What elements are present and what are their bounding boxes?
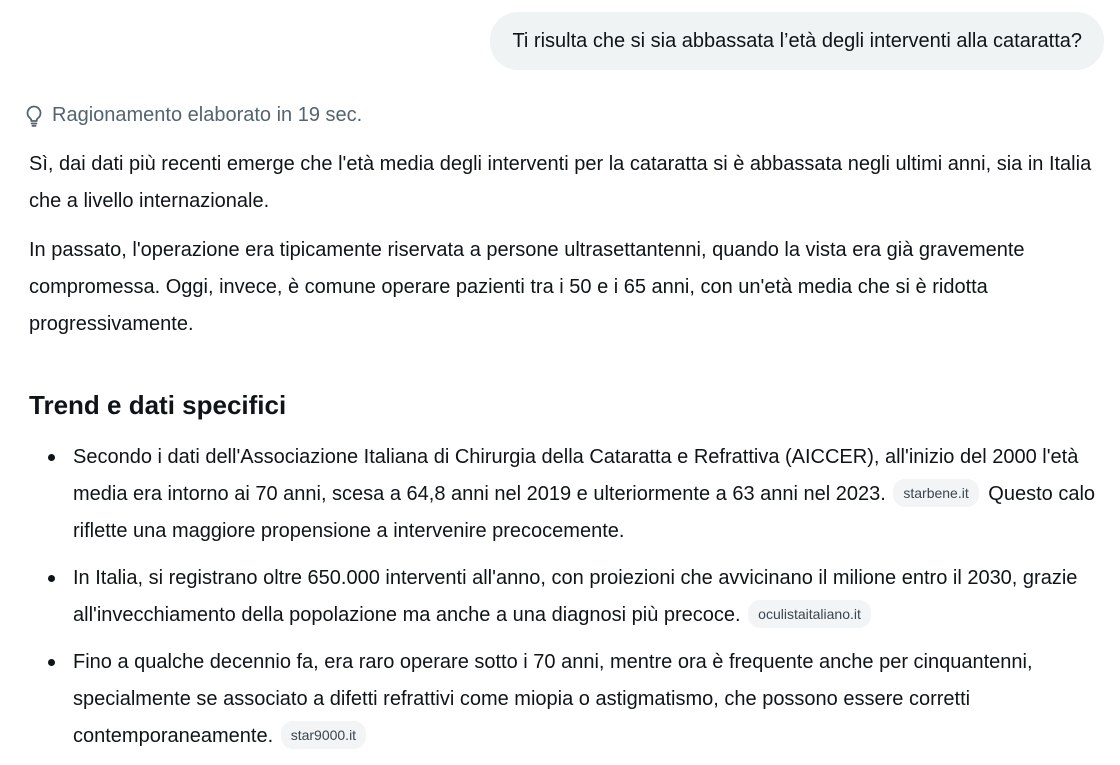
- source-chip[interactable]: oculistaitaliano.it: [748, 600, 871, 628]
- user-message-bubble: Ti risulta che si sia abbassata l’età degli interventi alla cataratta?: [490, 12, 1104, 70]
- reasoning-label: Ragionamento elaborato in 19 sec.: [52, 104, 363, 126]
- list-item-text-after: Questo calo riflette una maggiore propensione a intervenire precocemente.: [73, 483, 1096, 542]
- source-chip[interactable]: star9000.it: [281, 721, 366, 749]
- assistant-response: [29, 146, 1099, 765]
- list-item-text: Fino a qualche decennio fa, era raro operare sotto i 70 anni, mentre ora è frequente anche per cinquantenni, specialmente se associato a difetti refrattivi come miopia o astigmatismo, che possono essere corretti contemporaneamente.: [73, 651, 1033, 747]
- list-item-text: In Italia, si registrano oltre 650.000 interventi all'anno, con proiezioni che avvicinano il milione entro il 2030, grazie all'invecchiamento della popolazione ma anche a una diagnosi più precoce.: [73, 567, 1078, 626]
- bullet-list: [29, 439, 1099, 755]
- bullet-dot: [48, 659, 55, 666]
- source-chip[interactable]: starbene.it: [893, 479, 978, 507]
- list-item: [29, 644, 1099, 755]
- bullet-dot: [48, 454, 55, 461]
- lightbulb-icon: [24, 105, 44, 127]
- answer-paragraph: Sì, dai dati più recenti emerge che l'età media degli interventi per la cataratta si è abbassata negli ultimi anni, sia in Italia che a livello internazionale.: [29, 153, 1092, 212]
- bullet-dot: [48, 575, 55, 582]
- list-item: [29, 439, 1099, 550]
- answer-paragraph: In passato, l'operazione era tipicamente riservata a persone ultrasettantenni, quando la vista era già gravemente compromessa. Oggi, invece, è comune operare pazienti tra i 50 e i 65 anni, con un'età media che si è ridotta progressivamente.: [29, 239, 1025, 335]
- user-message-row: [490, 12, 1104, 70]
- list-item: [29, 560, 1099, 634]
- section-title: Trend e dati specifici: [29, 390, 287, 420]
- reasoning-toggle[interactable]: [24, 104, 362, 127]
- list-item-text: Secondo i dati dell'Associazione Italiana di Chirurgia della Cataratta e Refrattiva (AICCER), all'inizio del 2000 l'età media era intorno ai 70 anni, scesa a 64,8 anni nel 2019 e ulteriormente a 63 anni nel 2023.: [73, 446, 1079, 505]
